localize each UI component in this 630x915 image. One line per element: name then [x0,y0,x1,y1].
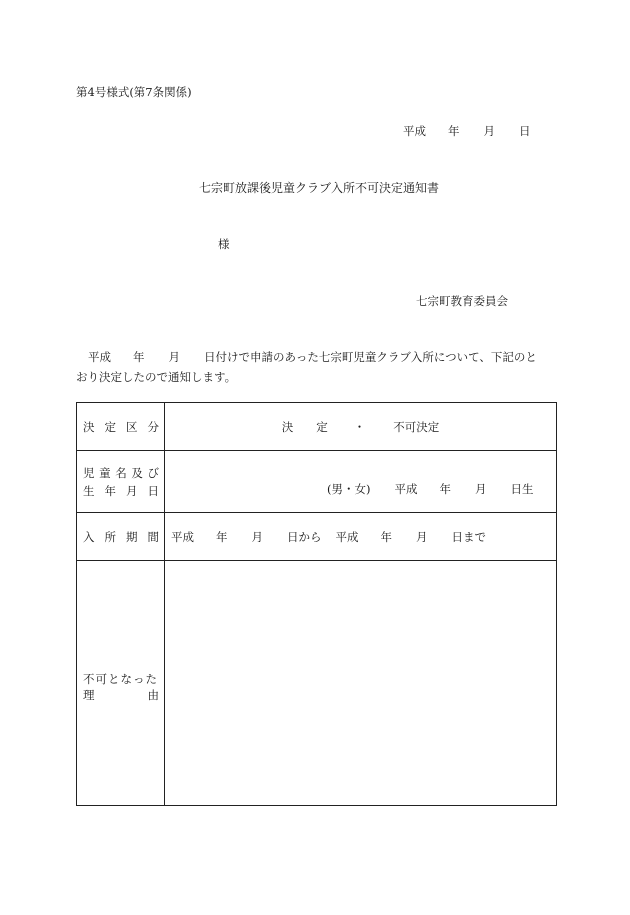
period-row [77,513,557,561]
period-value: 平成 年 月 日から 平成 年 月 日まで [165,513,557,561]
reason-label: 不可となった 理 由 [77,561,165,806]
decision-label: 決 定 区 分 [77,403,165,451]
reason-row [77,561,557,806]
date-era: 平成 [403,124,426,138]
date-year-label: 年 [448,124,460,138]
issuer-name: 七宗町教育委員会 [416,294,508,308]
decision-separator: ・ [353,419,366,434]
child-birth-line: (男・女) 平成 年 月 日生 [327,482,534,496]
decision-table [76,402,557,806]
decision-row [77,403,557,451]
child-label: 児 童 名 及 び 生 年 月 日 [77,451,165,513]
period-label: 入 所 期 間 [77,513,165,561]
issue-date-line [403,123,531,139]
decision-options [165,403,557,451]
notice-body-line2: おり決定したので通知します。 [76,370,237,384]
form-number: 第4号様式(第7条関係) [76,85,192,99]
decision-approved-option: 決 定 [281,419,328,434]
addressee-suffix: 様 [218,237,230,251]
date-month-label: 月 [483,124,495,138]
document-title: 七宗町放課後児童クラブ入所不可決定通知書 [199,181,440,195]
notice-body-line1: 平成 年 月 日付けで申請のあった七宗町児童クラブ入所について、下記のと [88,350,537,364]
child-value [165,451,557,513]
notice-body [76,347,556,387]
date-day-label: 日 [519,124,531,138]
gender-choice: (男・女) [327,482,371,496]
child-row [77,451,557,513]
reason-value [165,561,557,806]
decision-rejected-option: 不可決定 [393,419,440,434]
